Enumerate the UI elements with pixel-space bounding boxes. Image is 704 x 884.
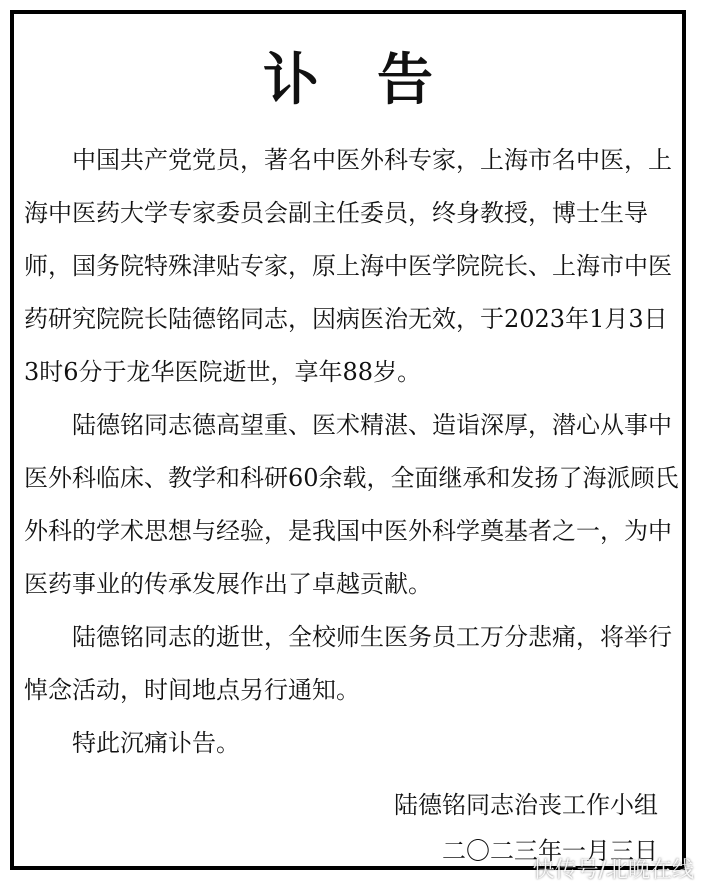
paragraph-memorial <box>24 611 680 717</box>
signature-organization: 陆德铭同志治丧工作小组 <box>394 791 658 819</box>
notice-title <box>14 48 682 112</box>
obituary-notice-frame <box>10 10 686 870</box>
paragraph-achievements <box>24 399 680 611</box>
signature-date: 二〇二三年一月三日 <box>442 837 658 865</box>
paragraph-closing <box>24 717 680 770</box>
title-char-1: 讣 <box>263 47 319 113</box>
paragraph-text: 特此沉痛讣告。 <box>72 729 240 757</box>
paragraph-text: 陆德铭同志的逝世，全校师生医务员工万分悲痛，将举行悼念活动，时间地点另行通知。 <box>24 623 672 704</box>
paragraph-text: 陆德铭同志德高望重、医术精湛、造诣深厚，潜心从事中医外科临床、教学和科研60余载，全面继承和发扬了海派顾氏外科的学术思想与经验，是我国中医外科学奠基者之一，为中医药事业的传承发展作出了卓越贡献。 <box>24 411 679 598</box>
source-watermark: 快传号/北晚在线 <box>532 858 694 883</box>
notice-body <box>24 134 680 770</box>
title-char-2: 告 <box>377 47 433 113</box>
paragraph-text: 中国共产党党员，著名中医外科专家，上海市名中医，上海中医药大学专家委员会副主任委员，终身教授，博士生导师，国务院特殊津贴专家，原上海中医学院院长、上海市中医药研究院院长陆德铭同志，因病医治无效，于2023年1月3日3时6分于龙华医院逝世，享年88岁。 <box>24 146 672 386</box>
paragraph-announcement <box>24 134 680 399</box>
